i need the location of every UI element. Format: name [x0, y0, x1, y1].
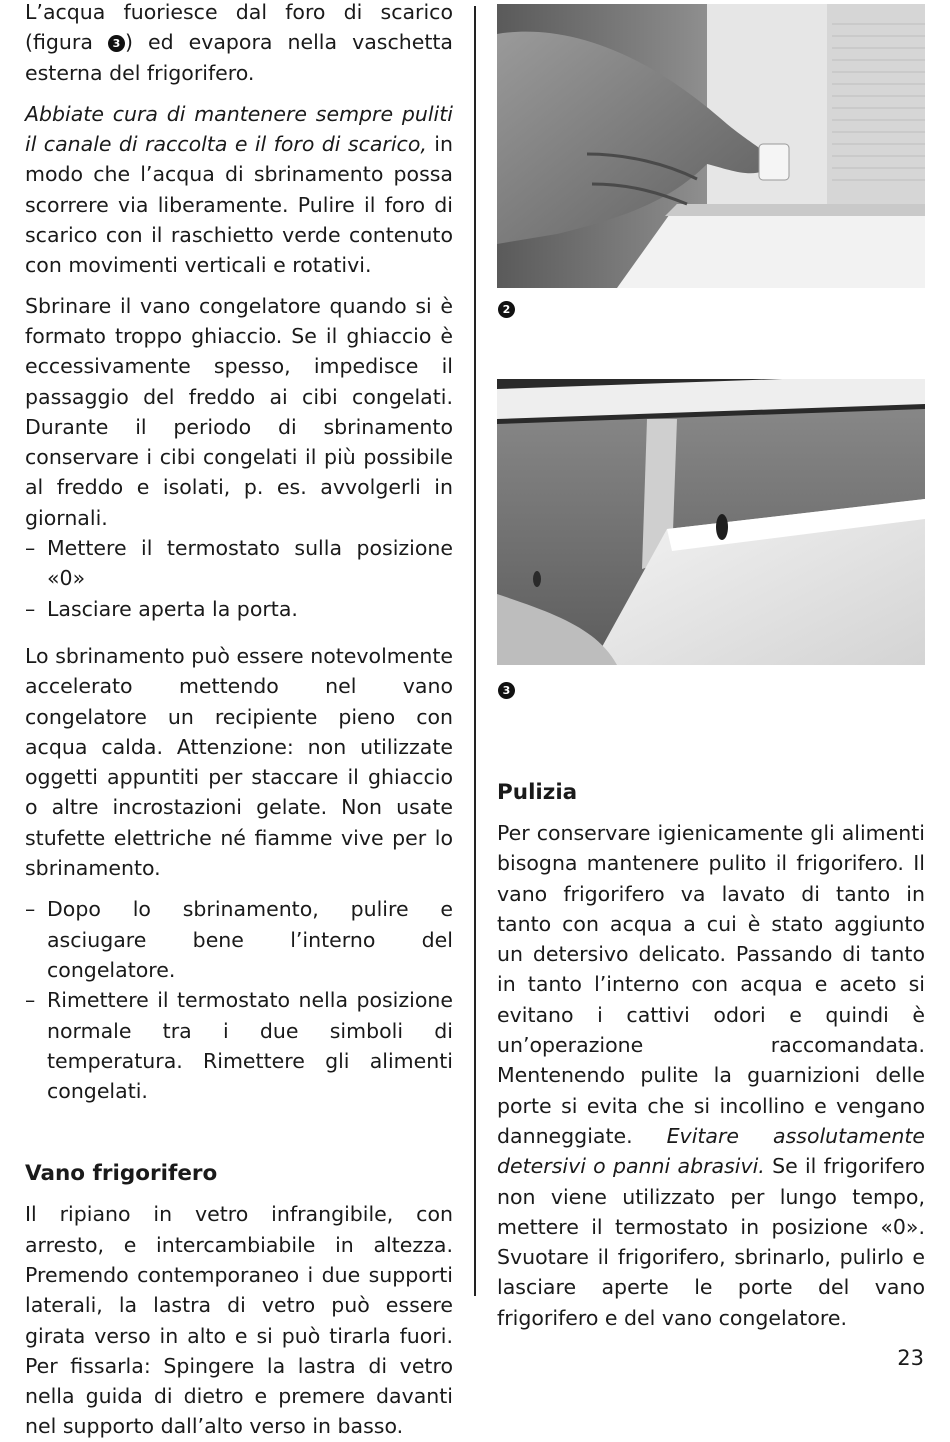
right-column — [497, 778, 925, 1333]
figure-3-reference-badge: 3 — [108, 35, 125, 52]
figure-3-photo — [497, 379, 925, 665]
paragraph-clean-channel: Abbiate cura di mantenere sempre puliti il canale di raccolta e il foro di scarico, in modo che l’acqua di sbrinamento possa scorrere via liberamente. Pulire il foro di scarico con il raschietto verde contenuto con movimenti verticali e rotativi. — [25, 101, 453, 278]
list-item: – Lasciare aperta la porta. — [25, 594, 453, 624]
list-item: – Rimettere il termostato nella posizione normale tra i due simboli di temperatura. Rimettere gli alimenti congelati. — [25, 985, 453, 1106]
column-divider — [474, 6, 476, 1296]
figure-2-label: 2 — [498, 301, 515, 318]
figure-3-label: 3 — [498, 682, 515, 699]
section-heading-pulizia: Pulizia — [497, 780, 578, 805]
paragraph-drain: L’acqua fuoriesce dal foro di scarico (figura 3 ) ed evapora nella vaschetta esterna del frigorifero. — [25, 0, 453, 85]
paragraph-accelerate-defrost: Lo sbrinamento può essere notevolmente accelerato mettendo nel vano congelatore un recipiente pieno con acqua calda. Attenzione: non utilizzate oggetti appuntiti per staccare il ghiaccio o altre incrostazioni gelate. Non usate stufette elettriche né fiamme vive per lo sbrinamento. — [25, 643, 453, 881]
list-item: – Dopo lo sbrinamento, pulire e asciugare bene l’interno del congelatore. — [25, 894, 453, 985]
page-number: 23 — [897, 1346, 924, 1370]
paragraph-defrost-freezer: Sbrinare il vano congelatore quando si è formato troppo ghiaccio. Se il ghiaccio è eccessivamente spesso, impedisce il passaggio del freddo ai cibi congelati. Durante il periodo di sbrinamento conservare i cibi congelati il più possibile al freddo e isolati, p. es. avvolgerli in giornali. — [25, 293, 453, 530]
section-heading-vano-frigorifero: Vano frigorifero — [25, 1161, 218, 1187]
figure-2-photo — [497, 4, 925, 288]
left-column — [25, 0, 453, 1442]
paragraph-cleaning: Per conservare igienicamente gli alimenti bisogna mantenere pulito il frigorifero. Il vano frigorifero va lavato di tanto in tanto con acqua a cui è stato aggiunto un detersivo delicato. Passando di tanto in tanto l’interno con acqua e aceto si evitano i cattivi odori e quindi è un’operazione raccomandata. Mentenendo pulite la guarnizioni delle porte si evita che si incollino e vengano danneggiate. Evitare assolutamente detersivi o panni abrasivi. Se il frigorifero non viene utilizzato per lungo tempo, mettere il termostato in posizione «0». Svuotare il frigorifero, sbrinarlo, pulirlo e lasciare aperte le porte del vano frigorifero e del vano congelatore. — [497, 821, 925, 1330]
paragraph-glass-shelf: Il ripiano in vetro infrangibile, con arresto, e intercambiabile in altezza. Premendo contemporaneo i due supporti laterali, la lastra di vetro può essere girata verso in alto e si può tirarla fuori. Per fissarla: Spingere la lastra di vetro nella guida di dietro e premere davanti nel supporto dall’alto verso in basso. — [25, 1202, 453, 1439]
list-item: – Mettere il termostato sulla posizione «0» — [25, 533, 453, 594]
